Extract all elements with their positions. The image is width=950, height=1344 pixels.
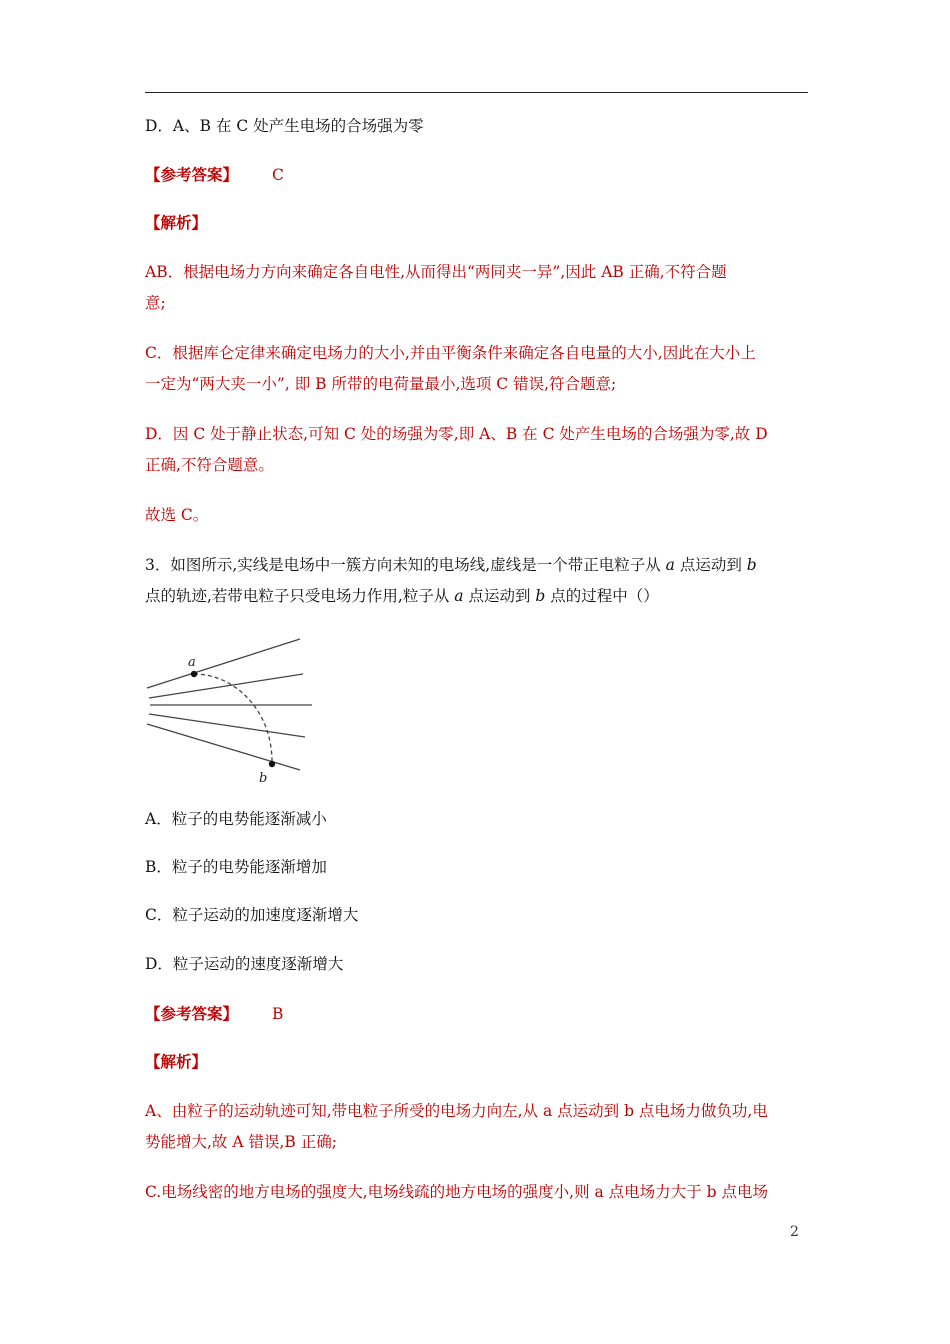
q3-option-c: C．粒子运动的加速度逐渐增大 xyxy=(145,906,359,924)
label-b: b xyxy=(259,771,268,786)
answer-value: B xyxy=(272,1005,284,1023)
label-a: a xyxy=(188,655,196,670)
q3-analysis-line: A、由粒子的运动轨迹可知,带电粒子所受的电场力向左,从 a 点运动到 b 点电场力做负功,电 xyxy=(145,1102,768,1120)
field-line xyxy=(149,714,305,737)
q2-analysis-line: C．根据库仑定律来确定电场力的大小,并由平衡条件来确定各自电量的大小,因此在大小上 xyxy=(145,344,756,362)
point-b xyxy=(269,761,275,767)
q2-analysis-line: 意; xyxy=(145,294,166,312)
electric-field-figure xyxy=(145,636,320,786)
answer-value: C xyxy=(272,166,284,184)
q3-stem-line-1: 3．如图所示,实线是电场中一簇方向未知的电场线,虚线是一个带正电粒子从 a 点运动到 b xyxy=(145,556,757,574)
field-line xyxy=(147,724,300,770)
point-a xyxy=(191,671,197,677)
q2-analysis-line: 一定为“两大夹一小”, 即 B 所带的电荷量最小,选项 C 错误,符合题意; xyxy=(145,375,617,393)
answer-label: 【参考答案】 xyxy=(145,165,239,184)
q3-option-d: D．粒子运动的速度逐渐增大 xyxy=(145,955,344,973)
q3-option-a: A．粒子的电势能逐渐减小 xyxy=(145,810,327,828)
answer-label: 【参考答案】 xyxy=(145,1004,239,1023)
q2-analysis-line: AB．根据电场力方向来确定各自电性,从而得出“两同夹一异”,因此 AB 正确,不符合题 xyxy=(145,263,727,281)
q3-analysis-line: C.电场线密的地方电场的强度大,电场线疏的地方电场的强度小,则 a 点电场力大于 b 点电场 xyxy=(145,1183,768,1201)
header-rule xyxy=(145,92,808,93)
q3-stem-line-2: 点的轨迹,若带电粒子只受电场力作用,粒子从 a 点运动到 b 点的过程中（） xyxy=(145,587,659,605)
q3-option-b: B．粒子的电势能逐渐增加 xyxy=(145,858,327,876)
page-number: 2 xyxy=(790,1224,799,1240)
q2-answer xyxy=(145,159,805,191)
q2-analysis-label: 【解析】 xyxy=(145,213,208,232)
q3-analysis-line: 势能增大,故 A 错误,B 正确; xyxy=(145,1133,337,1151)
q2-conclusion: 故选 C。 xyxy=(145,506,209,524)
q2-analysis-line: D．因 C 处于静止状态,可知 C 处的场强为零,即 A、B 在 C 处产生电场的合场强为零,故 D xyxy=(145,425,768,443)
q3-answer xyxy=(145,998,805,1030)
q3-analysis-label: 【解析】 xyxy=(145,1052,208,1071)
field-line xyxy=(149,674,303,698)
q2-analysis-line: 正确,不符合题意。 xyxy=(145,456,274,474)
prev-option-d: D．A、B 在 C 处产生电场的合场强为零 xyxy=(145,117,424,135)
